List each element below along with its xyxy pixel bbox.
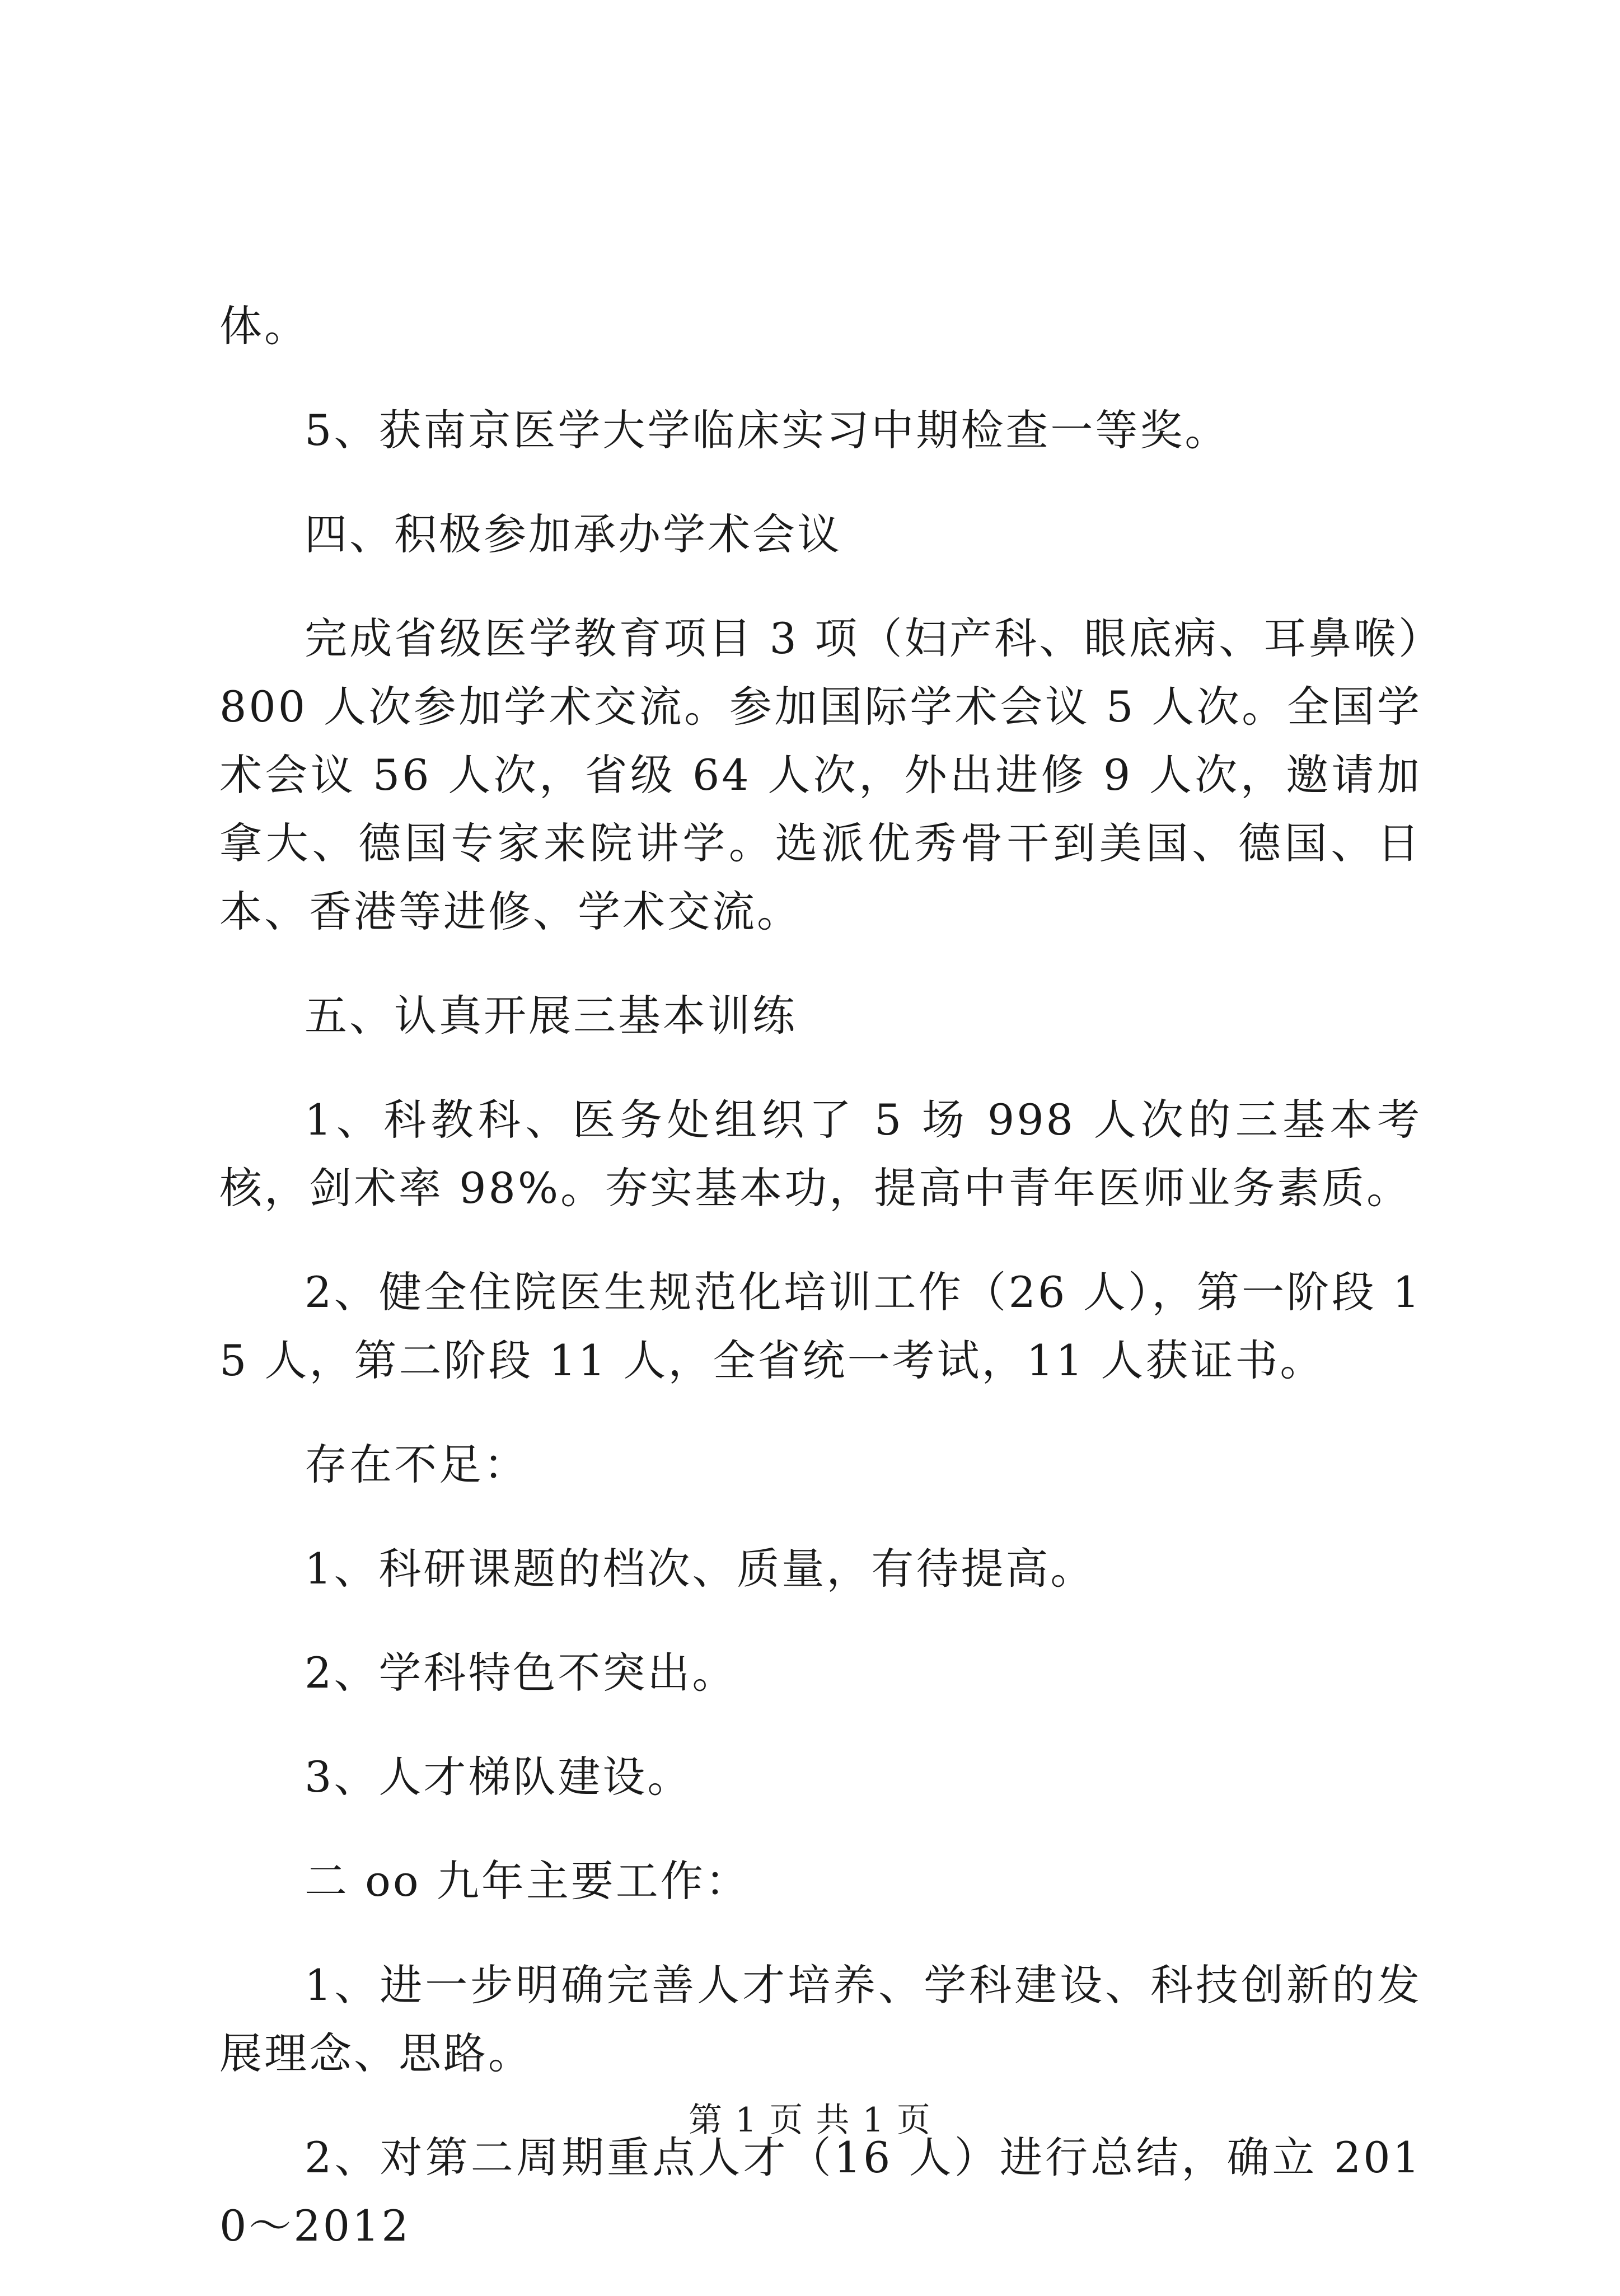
heading-shortcomings: 存在不足： bbox=[305, 1440, 528, 1489]
paragraph-continuation: 体。 bbox=[219, 301, 309, 351]
heading-2009-plan: 二 oo 九年主要工作： bbox=[305, 1856, 750, 1906]
section-heading-conferences: 四、积极参加承办学术会议 bbox=[305, 509, 842, 559]
plan-item-1: 1、进一步明确完善人才培养、学科建设、科技创新的发展理念、思路。 bbox=[219, 1960, 1422, 2078]
paragraph-conferences: 完成省级医学教育项目 3 项（妇产科、眼底病、耳鼻喉）800 人次参加学术交流。参加国际学术会议 5 人次。全国学术会议 56 人次，省级 64 人次，外出进修 9 人次，邀请加拿大、德国专家来院讲学。选派优秀骨干到美国、德国、日本、香港等进修、学术交流。 bbox=[219, 613, 1422, 936]
paragraph-item-5-award: 5、获南京医学大学临床实习中期检查一等奖。 bbox=[305, 405, 1230, 455]
shortcoming-item-3: 3、人才梯队建设。 bbox=[305, 1752, 692, 1802]
paragraph-training-item-1: 1、科教科、医务处组织了 5 场 998 人次的三基本考核，剑术率 98%。夯实基本功，提高中青年医师业务素质。 bbox=[219, 1095, 1422, 1213]
page-footer: 第 1 页 共 1 页 bbox=[689, 2101, 931, 2140]
paragraph-training-item-2: 2、健全住院医生规范化培训工作（26 人），第一阶段 15 人，第二阶段 11 人，全省统一考试，11 人获证书。 bbox=[219, 1267, 1422, 1385]
document-body bbox=[219, 292, 1422, 2296]
shortcoming-item-2: 2、学科特色不突出。 bbox=[305, 1648, 737, 1698]
section-heading-training: 五、认真开展三基本训练 bbox=[305, 991, 797, 1041]
shortcoming-item-1: 1、科研课题的档次、质量，有待提高。 bbox=[305, 1544, 1095, 1594]
plan-item-2: 2、对第二周期重点人才（16 人）进行总结，确立 2010～2012 bbox=[219, 2133, 1422, 2251]
